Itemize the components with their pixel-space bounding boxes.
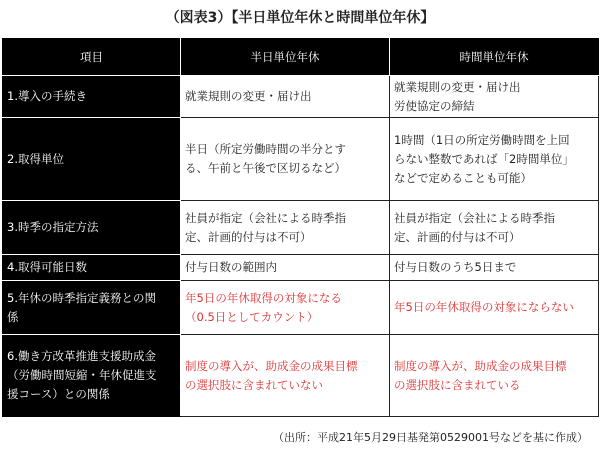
header-hourly-leave: 時間単位年休 bbox=[390, 39, 599, 76]
row-label-line: 2.取得単位 bbox=[7, 151, 64, 166]
cell-line: 付与日数のうち5日まで bbox=[394, 260, 517, 274]
half-day-cell bbox=[181, 76, 390, 118]
cell-line: 就業規則の変更・届け出 bbox=[394, 79, 521, 94]
cell-line: （0.5日としてカウント） bbox=[185, 309, 319, 324]
row-label bbox=[3, 201, 181, 255]
hourly-cell bbox=[390, 281, 599, 335]
cell-line: 半日（所定労働時間の半分とす bbox=[185, 142, 346, 156]
hourly-cell bbox=[390, 76, 599, 118]
cell-line: 社員が指定（会社による時季指 bbox=[394, 210, 555, 225]
figure-title: （図表3）【半日単位年休と時間単位年休】 bbox=[165, 10, 435, 26]
cell-line: 付与日数の範囲内 bbox=[185, 260, 277, 274]
table-row-days bbox=[3, 255, 599, 281]
table-row-unit bbox=[3, 118, 599, 201]
cell-line: 就業規則の変更・届け出 bbox=[185, 89, 312, 103]
cell-line: 制度の導入が、助成金の成果目標 bbox=[394, 358, 567, 373]
cell-line: 社員が指定（会社による時季指 bbox=[185, 210, 346, 225]
cell-line: 制度の導入が、助成金の成果目標 bbox=[185, 358, 358, 373]
row-label bbox=[3, 281, 181, 335]
comparison-table bbox=[2, 38, 599, 417]
hourly-cell bbox=[390, 118, 599, 201]
cell-line: 年5日の年休取得の対象になる bbox=[185, 290, 342, 305]
half-day-cell bbox=[181, 255, 390, 281]
cell-line: の選択肢に含まれている bbox=[394, 377, 521, 392]
row-label-line: （労働時間短縮・年休促進支 bbox=[7, 368, 157, 382]
row-label-line: 3.時季の指定方法 bbox=[7, 220, 99, 234]
table-row-procedure bbox=[3, 76, 599, 118]
row-label bbox=[3, 335, 181, 417]
source-footnote: （出所：平成21年5月29日基発第0529001号などを基に作成） bbox=[273, 431, 588, 444]
half-day-cell bbox=[181, 201, 390, 255]
cell-line: らない整数であれば「2時間単位」 bbox=[394, 151, 574, 166]
cell-line: る、午前と午後で区切るなど） bbox=[185, 161, 346, 175]
cell-line: 労使協定の締結 bbox=[394, 98, 475, 113]
hourly-cell bbox=[390, 255, 599, 281]
half-day-cell bbox=[181, 281, 390, 335]
cell-line: 年5日の年休取得の対象にならない bbox=[394, 300, 574, 314]
table-header-row bbox=[3, 39, 599, 76]
row-label bbox=[3, 76, 181, 118]
table-row-subsidy bbox=[3, 335, 599, 417]
half-day-cell bbox=[181, 335, 390, 417]
cell-line: 定、計画的付与は不可） bbox=[394, 229, 521, 244]
table-row-timing bbox=[3, 201, 599, 255]
cell-line: 定、計画的付与は不可） bbox=[185, 229, 312, 244]
row-label-line: 6.働き方改革推進支援助成金 bbox=[7, 349, 156, 363]
hourly-cell bbox=[390, 335, 599, 417]
cell-line: の選択肢に含まれていない bbox=[185, 377, 323, 392]
table-row-obligation bbox=[3, 281, 599, 335]
row-label-line: 5.年休の時季指定義務との関 bbox=[7, 290, 156, 305]
row-label bbox=[3, 255, 181, 281]
row-label-line: 係 bbox=[7, 309, 19, 324]
row-label-line: 4.取得可能日数 bbox=[7, 260, 87, 274]
hourly-cell bbox=[390, 201, 599, 255]
row-label bbox=[3, 118, 181, 201]
row-label-line: 1.導入の手続き bbox=[7, 89, 87, 103]
header-half-day-leave: 半日単位年休 bbox=[181, 39, 390, 76]
cell-line: 1時間（1日の所定労働時間を上回 bbox=[394, 132, 570, 147]
header-item: 項目 bbox=[3, 39, 181, 76]
half-day-cell bbox=[181, 118, 390, 201]
row-label-line: 援コース）との関係 bbox=[7, 387, 110, 401]
cell-line: などで定めることも可能） bbox=[394, 170, 532, 185]
